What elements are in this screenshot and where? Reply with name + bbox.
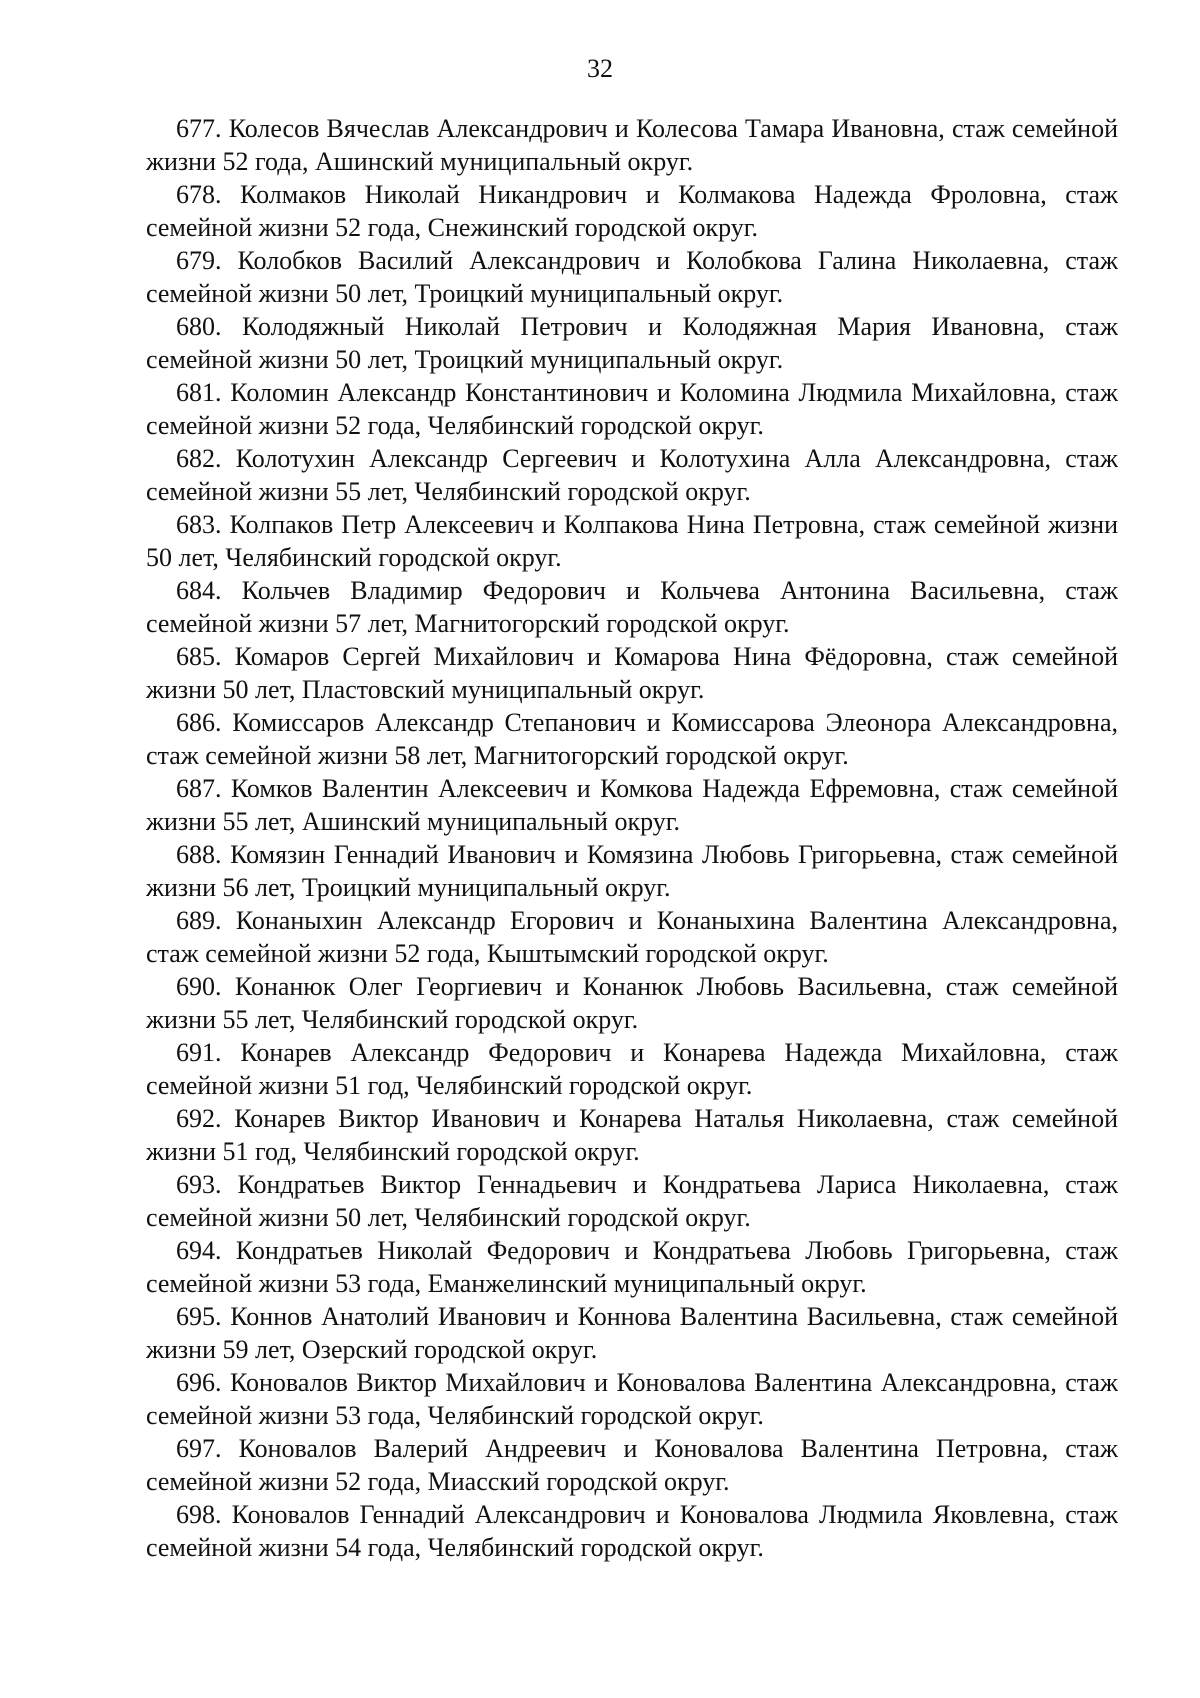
- entry-text: Комков Валентин Алексеевич и Комкова Надежда Ефремовна, стаж семейной жизни 55 лет, Ашинский муниципальный округ.: [146, 774, 1118, 836]
- list-item: [146, 112, 1118, 178]
- list-item: [146, 1036, 1118, 1102]
- entry-text: Комязин Геннадий Иванович и Комязина Любовь Григорьевна, стаж семейной жизни 56 лет, Троицкий муниципальный округ.: [146, 840, 1118, 902]
- entry-text: Кондратьев Виктор Геннадьевич и Кондратьева Лариса Николаевна, стаж семейной жизни 50 лет, Челябинский городской округ.: [146, 1170, 1118, 1232]
- list-item: [146, 640, 1118, 706]
- entry-number: 697.: [176, 1434, 222, 1463]
- entry-text: Комаров Сергей Михайлович и Комарова Нина Фёдоровна, стаж семейной жизни 50 лет, Пластовский муниципальный округ.: [146, 642, 1118, 704]
- entry-number: 695.: [176, 1302, 222, 1331]
- list-item: [146, 574, 1118, 640]
- entry-text: Колмаков Николай Никандрович и Колмакова Надежда Фроловна, стаж семейной жизни 52 года, Снежинский городской округ.: [146, 180, 1118, 242]
- entry-text: Колесов Вячеслав Александрович и Колесова Тамара Ивановна, стаж семейной жизни 52 года, Ашинский муниципальный округ.: [146, 114, 1118, 176]
- entry-text: Конанюк Олег Георгиевич и Конанюк Любовь Васильевна, стаж семейной жизни 55 лет, Челябинский городской округ.: [146, 972, 1118, 1034]
- list-item: [146, 442, 1118, 508]
- entry-text: Комиссаров Александр Степанович и Комиссарова Элеонора Александровна, стаж семейной жизни 58 лет, Магнитогорский городской округ.: [146, 708, 1118, 770]
- list-item: [146, 310, 1118, 376]
- entry-text: Колпаков Петр Алексеевич и Колпакова Нина Петровна, стаж семейной жизни 50 лет, Челябинский городской округ.: [146, 510, 1118, 572]
- entry-text: Колобков Василий Александрович и Колобкова Галина Николаевна, стаж семейной жизни 50 лет, Троицкий муниципальный округ.: [146, 246, 1118, 308]
- entry-number: 685.: [176, 642, 222, 671]
- entry-number: 691.: [176, 1038, 222, 1067]
- entry-number: 698.: [176, 1500, 222, 1529]
- list-item: [146, 706, 1118, 772]
- entry-text: Коновалов Валерий Андреевич и Коновалова Валентина Петровна, стаж семейной жизни 52 года, Миасский городской округ.: [146, 1434, 1118, 1496]
- entry-number: 693.: [176, 1170, 222, 1199]
- list-item: [146, 838, 1118, 904]
- entry-number: 696.: [176, 1368, 222, 1397]
- entry-text: Коломин Александр Константинович и Коломина Людмила Михайловна, стаж семейной жизни 52 года, Челябинский городской округ.: [146, 378, 1118, 440]
- list-item: [146, 970, 1118, 1036]
- entry-text: Коновалов Виктор Михайлович и Коновалова Валентина Александровна, стаж семейной жизни 53 года, Челябинский городской округ.: [146, 1368, 1118, 1430]
- entry-number: 683.: [176, 510, 222, 539]
- list-item: [146, 1102, 1118, 1168]
- entry-text: Коновалов Геннадий Александрович и Коновалова Людмила Яковлевна, стаж семейной жизни 54 года, Челябинский городской округ.: [146, 1500, 1118, 1562]
- entry-number: 681.: [176, 378, 222, 407]
- list-item: [146, 904, 1118, 970]
- entry-text: Конарев Александр Федорович и Конарева Надежда Михайловна, стаж семейной жизни 51 год, Челябинский городской округ.: [146, 1038, 1118, 1100]
- list-item: [146, 1300, 1118, 1366]
- entry-number: 677.: [176, 114, 222, 143]
- entry-number: 688.: [176, 840, 222, 869]
- page-number: 32: [587, 54, 613, 83]
- entry-number: 680.: [176, 312, 222, 341]
- entry-text: Кондратьев Николай Федорович и Кондратьева Любовь Григорьевна, стаж семейной жизни 53 года, Еманжелинский муниципальный округ.: [146, 1236, 1118, 1298]
- entry-number: 687.: [176, 774, 222, 803]
- entry-number: 694.: [176, 1236, 222, 1265]
- list-item: [146, 376, 1118, 442]
- list-item: [146, 1366, 1118, 1432]
- entry-number: 682.: [176, 444, 222, 473]
- entry-number: 690.: [176, 972, 222, 1001]
- entry-text: Конарев Виктор Иванович и Конарева Наталья Николаевна, стаж семейной жизни 51 год, Челябинский городской округ.: [146, 1104, 1118, 1166]
- entries-list: [146, 112, 1118, 1564]
- list-item: [146, 772, 1118, 838]
- list-item: [146, 244, 1118, 310]
- entry-text: Колотухин Александр Сергеевич и Колотухина Алла Александровна, стаж семейной жизни 55 лет, Челябинский городской округ.: [146, 444, 1118, 506]
- list-item: [146, 508, 1118, 574]
- entry-text: Конаныхин Александр Егорович и Конаныхина Валентина Александровна, стаж семейной жизни 52 года, Кыштымский городской округ.: [146, 906, 1118, 968]
- entry-number: 689.: [176, 906, 222, 935]
- entry-text: Кольчев Владимир Федорович и Кольчева Антонина Васильевна, стаж семейной жизни 57 лет, Магнитогорский городской округ.: [146, 576, 1118, 638]
- list-item: [146, 1168, 1118, 1234]
- entry-number: 679.: [176, 246, 222, 275]
- entry-text: Коннов Анатолий Иванович и Коннова Валентина Васильевна, стаж семейной жизни 59 лет, Озерский городской округ.: [146, 1302, 1118, 1364]
- list-item: [146, 1432, 1118, 1498]
- entry-number: 678.: [176, 180, 222, 209]
- list-item: [146, 1234, 1118, 1300]
- entry-number: 686.: [176, 708, 222, 737]
- list-item: [146, 1498, 1118, 1564]
- entry-number: 692.: [176, 1104, 222, 1133]
- list-item: [146, 178, 1118, 244]
- entry-number: 684.: [176, 576, 222, 605]
- entry-text: Колодяжный Николай Петрович и Колодяжная Мария Ивановна, стаж семейной жизни 50 лет, Троицкий муниципальный округ.: [146, 312, 1118, 374]
